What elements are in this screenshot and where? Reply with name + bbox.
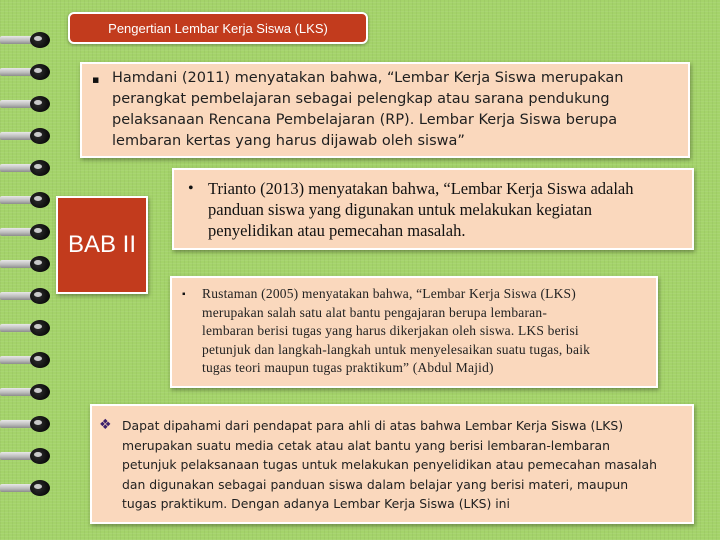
conclusion-line: tugas praktikum. Dengan adanya Lembar Kerja Siswa (LKS) ini bbox=[122, 496, 510, 511]
conclusion-box bbox=[90, 404, 694, 524]
rustaman-line: merupakan salah satu alat bantu pengajaran berupa lembaran- bbox=[202, 304, 548, 320]
binder-ring-icon bbox=[0, 256, 50, 272]
binder-ring-icon bbox=[0, 192, 50, 208]
binder-ring-icon bbox=[0, 128, 50, 144]
hamdani-line: pelaksanaan Rencana Pembelajaran (RP). Lembar Kerja Siswa berupa bbox=[112, 112, 618, 128]
binder-ring-icon bbox=[0, 224, 50, 240]
binder-ring-icon bbox=[0, 384, 50, 400]
binder-ring-icon bbox=[0, 96, 50, 112]
hamdani-quote-box bbox=[80, 62, 690, 158]
binder-ring-icon bbox=[0, 32, 50, 48]
hamdani-line: Hamdani (2011) menyatakan bahwa, “Lembar Kerja Siswa merupakan bbox=[112, 70, 624, 86]
diamond-bullet-icon: ❖ bbox=[99, 417, 112, 433]
conclusion-line: merupakan suatu media cetak atau alat bantu yang berisi lembaran-lembaran bbox=[122, 437, 610, 453]
trianto-quote-box bbox=[172, 168, 694, 250]
trianto-line: panduan siswa yang digunakan untuk melakukan kegiatan bbox=[208, 200, 592, 219]
rustaman-quote-box bbox=[170, 276, 658, 388]
binder-ring-icon bbox=[0, 416, 50, 432]
binder-ring-icon bbox=[0, 352, 50, 368]
conclusion-line: dan digunakan sebagai panduan siswa dalam belajar yang berisi materi, maupun bbox=[122, 476, 629, 492]
conclusion-line: petunjuk pelaksanaan tugas untuk melakukan penyelidikan atau pemecahan masalah bbox=[122, 457, 657, 472]
section-label: BAB II bbox=[67, 231, 137, 258]
binder-ring-icon bbox=[0, 64, 50, 80]
trianto-line: penyelidikan atau pemecahan masalah. bbox=[208, 221, 466, 240]
binder-ring-icon bbox=[0, 160, 50, 176]
binder-ring-icon bbox=[0, 288, 50, 304]
binder-rings bbox=[0, 32, 56, 532]
dot-bullet-icon: • bbox=[188, 180, 194, 197]
square-bullet-icon: ▪ bbox=[92, 73, 100, 86]
rustaman-line: lembaran berisi tugas yang harus dikerjakan oleh siswa. LKS berisi bbox=[202, 323, 579, 338]
conclusion-line: Dapat dipahami dari pendapat para ahli di atas bahwa Lembar Kerja Siswa (LKS) bbox=[122, 418, 624, 433]
slide-title bbox=[68, 12, 368, 44]
section-label-box bbox=[56, 196, 148, 294]
binder-ring-icon bbox=[0, 448, 50, 464]
square-bullet-icon: ▪ bbox=[182, 289, 186, 300]
rustaman-line: Rustaman (2005) menyatakan bahwa, “Lembar Kerja Siswa (LKS) bbox=[202, 286, 576, 301]
hamdani-line: perangkat pembelajaran sebagai pelengkap atau sarana pendukung bbox=[112, 91, 610, 107]
hamdani-line: lembaran kertas yang harus dijawab oleh siswa” bbox=[112, 133, 465, 149]
rustaman-line: petunjuk dan langkah-langkah untuk menyelesaikan suatu tugas, baik bbox=[202, 341, 591, 357]
slide-title-text: Pengertian Lembar Kerja Siswa (LKS) bbox=[108, 20, 328, 36]
binder-ring-icon bbox=[0, 320, 50, 336]
trianto-line: Trianto (2013) menyatakan bahwa, “Lembar Kerja Siswa adalah bbox=[208, 179, 634, 198]
rustaman-line: tugas teori maupun tugas praktikum” (Abdul Majid) bbox=[202, 360, 494, 375]
binder-ring-icon bbox=[0, 480, 50, 496]
